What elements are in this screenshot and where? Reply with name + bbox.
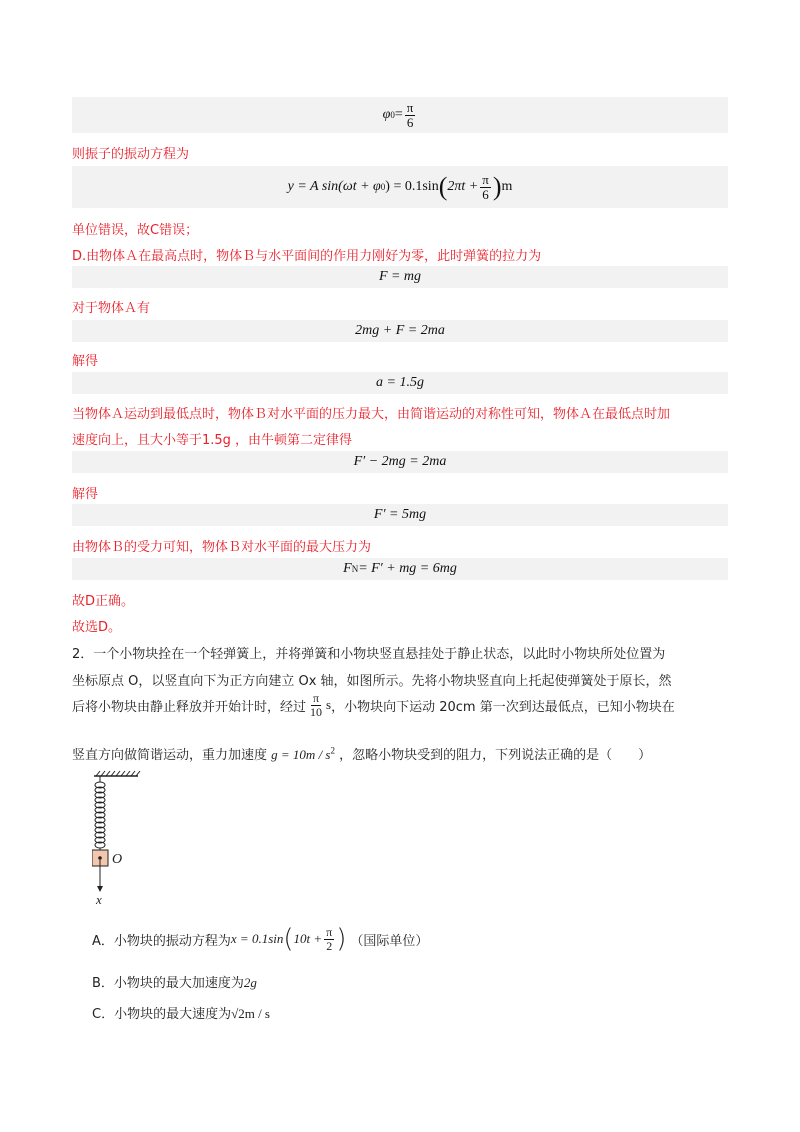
paren-right: ) bbox=[336, 924, 347, 955]
fraction-num: π bbox=[482, 171, 489, 187]
eq-text: F = mg bbox=[378, 269, 422, 284]
q2-text: 后将小物块由静止释放并开始计时，经过 bbox=[72, 699, 307, 715]
option-a-text: A．小物块的振动方程为 bbox=[92, 933, 231, 949]
eq-symbol: φ bbox=[382, 107, 391, 122]
q2-text: ，忽略小物块受到的阻力，下列说法正确的是（ ） bbox=[339, 748, 652, 763]
equation-FN bbox=[72, 558, 728, 580]
option-b bbox=[92, 972, 257, 991]
eq-part: F bbox=[343, 561, 352, 576]
text-unit-wrong: 单位错误，故C错误； bbox=[72, 223, 199, 238]
eq-text: F′ − 2mg = 2ma bbox=[353, 454, 447, 469]
option-a-eq: x = 0.1sin bbox=[230, 931, 284, 947]
fraction bbox=[480, 173, 491, 201]
fraction bbox=[405, 101, 416, 129]
text-for-a: 对于物体Ａ有 bbox=[72, 301, 151, 316]
text-lowest-1: 当物体Ａ运动到最低点时，物体Ｂ对水平面的压力最大，由简谐运动的对称性可知，物体Ａ在最低点时加 bbox=[72, 407, 671, 422]
option-b-text: B．小物块的最大加速度为 bbox=[92, 976, 244, 991]
fraction-num: π bbox=[406, 99, 414, 115]
equation-vibration bbox=[72, 166, 728, 208]
q2-line-3 bbox=[72, 692, 675, 718]
text-d-intro: D.由物体Ａ在最高点时，物体Ｂ与水平面间的作用力刚好为零，此时弹簧的拉力为 bbox=[72, 249, 542, 264]
block-center-dot bbox=[98, 856, 102, 860]
eq-part: ) = 0.1sin bbox=[385, 179, 439, 194]
equation-Fprime bbox=[72, 451, 728, 473]
q2-text: 竖直方向做简谐运动，重力加速度 bbox=[72, 748, 268, 763]
text-lowest-2: 速度向上，且大小等于1.5g ，由牛顿第二定律得 bbox=[72, 433, 353, 448]
fraction bbox=[324, 926, 334, 952]
equation-2mg bbox=[72, 320, 728, 342]
spring-diagram bbox=[92, 770, 152, 910]
fraction-den: 10 bbox=[310, 704, 323, 719]
q2-line-2: 坐标原点 O，以竖直向下为正方向建立 Ox 轴，如图所示。先将小物块竖直向上托起使弹簧处于原长，然 bbox=[72, 674, 672, 689]
q2-sup: 2 bbox=[330, 745, 335, 756]
fraction bbox=[308, 692, 324, 718]
text-solve-1: 解得 bbox=[72, 354, 99, 369]
eq-text: a = 1.5g bbox=[376, 375, 424, 390]
option-b-value: 2g bbox=[243, 975, 257, 990]
q2-gravity: g = 10m / s bbox=[271, 747, 331, 762]
eq-subscript: 0 bbox=[380, 182, 386, 192]
equation-phi0 bbox=[72, 97, 728, 133]
option-c-value: √2m / s bbox=[231, 1006, 270, 1021]
q2-unit: s bbox=[326, 697, 332, 713]
text-vib-eq: 则振子的振动方程为 bbox=[72, 147, 190, 162]
text-choose: 故选D。 bbox=[72, 620, 122, 635]
fraction-num: π bbox=[312, 691, 320, 705]
option-a bbox=[92, 924, 429, 955]
axis-label: x bbox=[96, 892, 102, 907]
text-d-correct: 故D正确。 bbox=[72, 594, 135, 609]
fraction-den: 6 bbox=[406, 114, 414, 130]
eq-equals: = bbox=[394, 107, 403, 122]
text-solve-2: 解得 bbox=[72, 487, 99, 502]
q2-line-1: 2．一个小物块拴在一个轻弹簧上，并将弹簧和小物块竖直悬挂处于静止状态，以此时小物块所处位置为 bbox=[72, 647, 666, 662]
option-a-eq: 10t + bbox=[293, 931, 323, 947]
origin-label: O bbox=[112, 852, 123, 867]
eq-unit: m bbox=[501, 179, 513, 194]
paren-left: ( bbox=[438, 172, 448, 201]
equation-Fprime-5mg bbox=[72, 504, 728, 526]
eq-text: 2mg + F = 2ma bbox=[355, 323, 445, 338]
paren-left: ( bbox=[283, 924, 294, 955]
equation-F bbox=[72, 266, 728, 288]
q2-text: ，小物块向下运动 20cm 第一次到达最低点，已知小物块在 bbox=[331, 699, 675, 715]
eq-part: y = A sin(ωt + φ bbox=[287, 179, 381, 194]
eq-part: = F′ + mg = 6mg bbox=[358, 561, 457, 576]
fraction-den: 2 bbox=[326, 938, 333, 953]
option-c bbox=[92, 1003, 270, 1022]
eq-subscript: 0 bbox=[390, 110, 395, 120]
eq-text: F′ = 5mg bbox=[373, 507, 427, 522]
option-a-text: （国际单位） bbox=[350, 933, 429, 949]
text-force-b: 由物体Ｂ的受力可知，物体Ｂ对水平面的最大压力为 bbox=[72, 540, 372, 555]
fraction-den: 6 bbox=[482, 186, 489, 202]
q2-line-4 bbox=[72, 744, 651, 763]
ceiling-hatch bbox=[96, 771, 140, 776]
spring-coil bbox=[95, 782, 105, 848]
equation-a bbox=[72, 372, 728, 394]
paren-right: ) bbox=[492, 172, 502, 201]
eq-subscript: N bbox=[351, 564, 359, 574]
fraction-num: π bbox=[326, 925, 333, 939]
eq-part: 2πt + bbox=[447, 179, 479, 194]
option-c-text: C．小物块的最大速度为 bbox=[92, 1007, 232, 1022]
